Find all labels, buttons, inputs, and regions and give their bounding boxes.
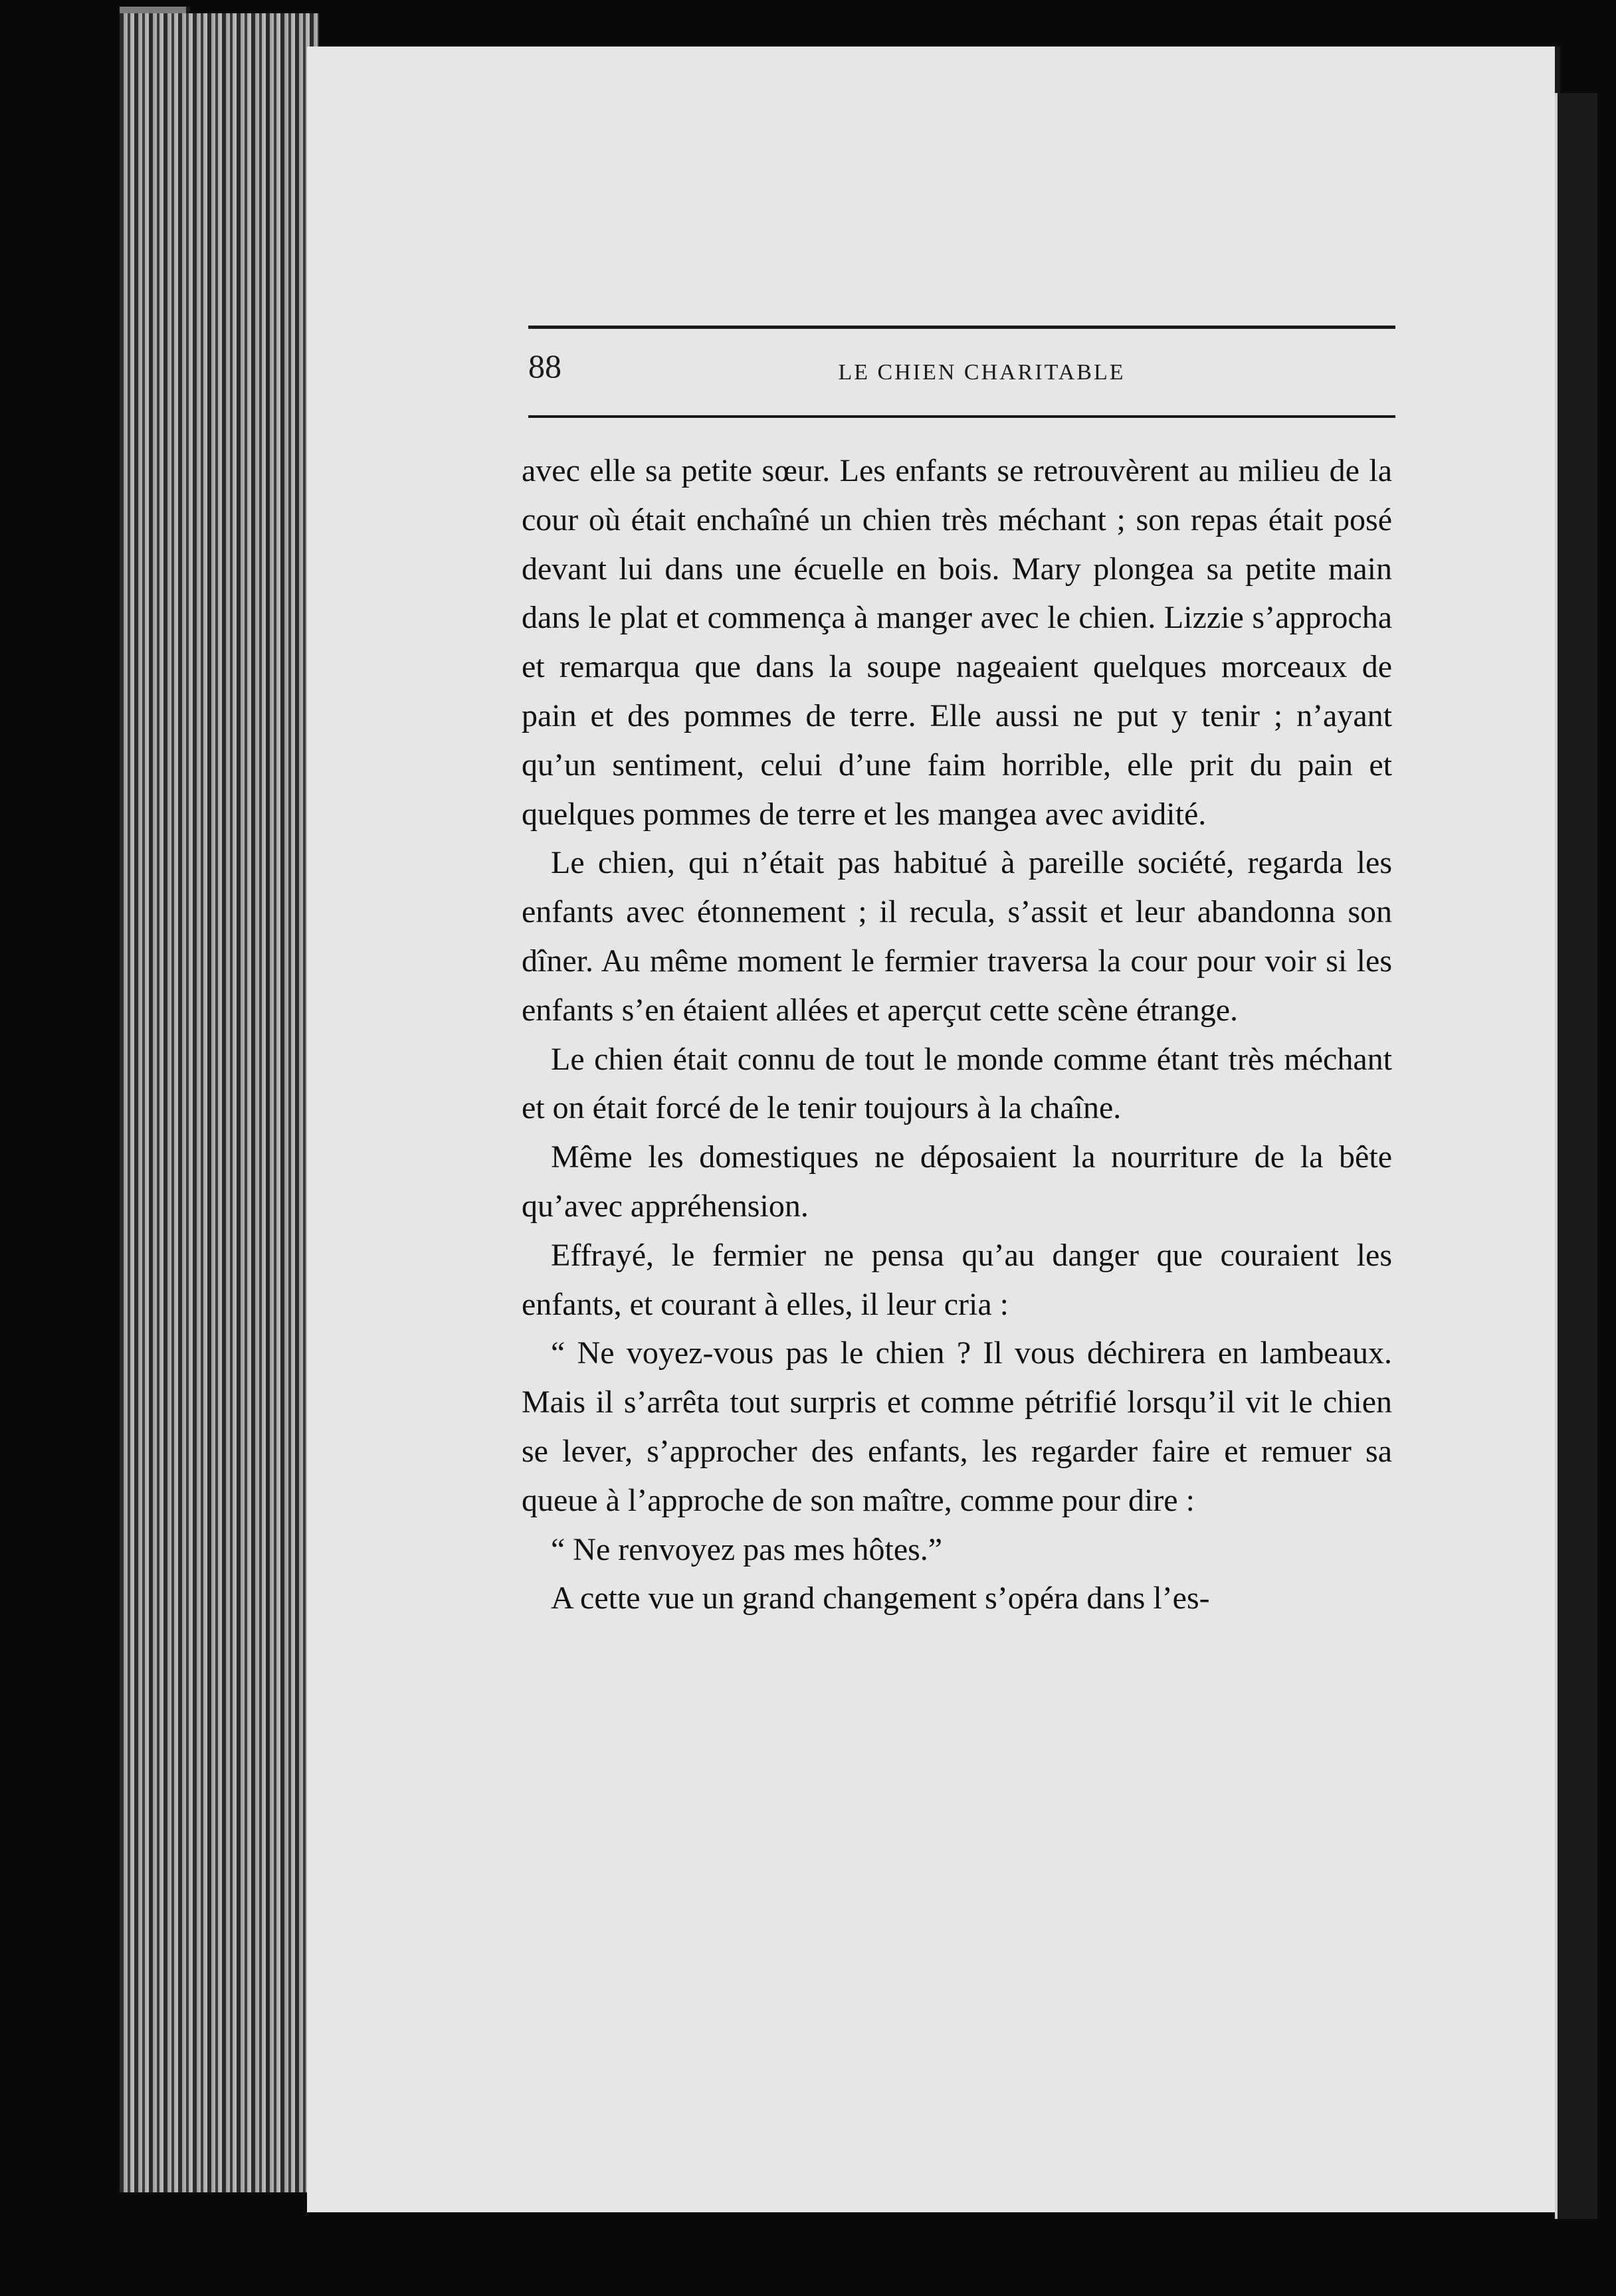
paragraph-3: Le chien était connu de tout le monde comme étant très méchant et on était forcé de le tenir toujours à la chaîne. bbox=[522, 1041, 1392, 1126]
paragraph-1: avec elle sa petite sœur. Les enfants se retrouvèrent au milieu de la cour où était enchaîné un chien très méchant ; son repas était posé devant lui dans une écuelle en bois. Mary plongea sa petite main dans le plat et commença à manger avec le chien. Lizzie s’approcha et remarqua que dans la soupe nageaient quelques morceaux de pain et des pommes de terre. Elle aussi ne put y tenir ; n’ayant qu’un sentiment, celui d’une faim horrible, elle prit du pain et quelques pommes de terre et les mangea avec avidité. bbox=[522, 453, 1392, 832]
facing-page-edge bbox=[1555, 93, 1597, 2219]
paragraph-4: Même les domestiques ne déposaient la nourriture de la bête qu’avec appréhension. bbox=[522, 1139, 1392, 1224]
paragraph-8: A cette vue un grand changement s’opéra dans l’es- bbox=[551, 1580, 1210, 1616]
paragraph-5: Effrayé, le fermier ne pensa qu’au danger que couraient les enfants, et courant à elles, il leur cria : bbox=[522, 1237, 1392, 1322]
page-header bbox=[528, 345, 1395, 399]
body-text bbox=[522, 446, 1392, 1623]
paragraph-7: “ Ne renvoyez pas mes hôtes.” bbox=[551, 1531, 943, 1567]
header-rule-top bbox=[528, 326, 1395, 329]
paragraph-6: “ Ne voyez-vous pas le chien ? Il vous déchirera en lambeaux. Mais il s’arrêta tout surpris et comme pétrifié lorsqu’il vit le chien se lever, s’approcher des enfants, les regarder faire et remuer sa queue à l’approche de son maître, comme pour dire : bbox=[522, 1335, 1392, 1518]
header-rule-bottom bbox=[528, 415, 1395, 418]
running-title: LE CHIEN CHARITABLE bbox=[838, 360, 1126, 385]
paragraph-2: Le chien, qui n’était pas habitué à pareille société, regarda les enfants avec étonnement ; il recula, s’assit et leur abandonna son dîner. Au même moment le fermier traversa la cour pour voir si les enfants s’en étaient allées et aperçut cette scène étrange. bbox=[522, 845, 1392, 1028]
page-edges bbox=[120, 13, 319, 2192]
page-number: 88 bbox=[528, 347, 561, 385]
